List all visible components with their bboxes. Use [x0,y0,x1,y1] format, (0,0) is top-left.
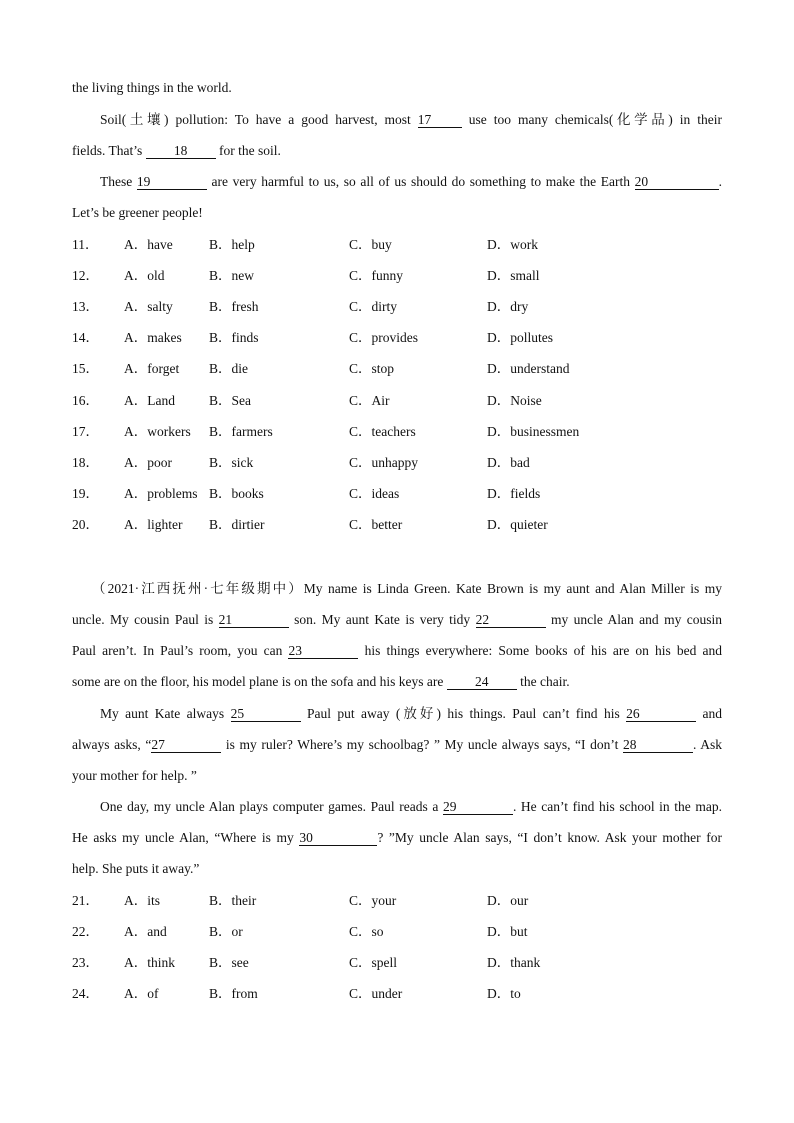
option-c: C．your [349,893,397,908]
blank-27: 27 [151,737,221,753]
blank-29: 29 [443,799,513,815]
question-row: 23． A．think B．see C．spell D．thank [72,955,541,970]
question-row: 19． A．problems B．books C．ideas D．fields [72,486,541,501]
question-row: 16． A．Land B．Sea C．Air D．Noise [72,393,542,408]
option-c: C．teachers [349,424,416,439]
option-d: D．work [487,237,538,252]
option-b: B．new [209,268,254,283]
option-c: C．so [349,924,384,939]
option-d: D．fields [487,486,541,501]
question-row: 12． A．old B．new C．funny D．small [72,268,540,283]
passage2-line: your mother for help. ” [72,768,197,783]
option-d: D．quieter [487,517,548,532]
option-a: A．lighter [124,517,183,532]
question-row: 22． A．and B．or C．so D．but [72,924,528,939]
blank-21: 21 [219,612,289,628]
option-a: A．forget [124,361,180,376]
option-c: C．Air [349,393,390,408]
question-row: 13． A．salty B．fresh C．dirty D．dry [72,299,529,314]
question-row: 18． A．poor B．sick C．unhappy D．bad [72,455,530,470]
blank-19: 19 [137,174,207,190]
blank-28: 28 [623,737,693,753]
option-b: B．dirtier [209,517,265,532]
option-c: C．stop [349,361,395,376]
blank-30: 30 [299,830,377,846]
option-c: C．under [349,986,403,1001]
option-c: C．spell [349,955,398,970]
option-c: C．buy [349,237,392,252]
option-d: D．small [487,268,540,283]
option-d: D．our [487,893,529,908]
option-d: D．dry [487,299,529,314]
option-a: A．salty [124,299,173,314]
option-d: D．but [487,924,528,939]
passage2-heading: （2021·江西抚州·七年级期中）My name is Linda Green. Kate Brown is my aunt and Alan Miller is my [92,581,722,596]
passage1-line: the living things in the world. [72,80,232,95]
option-b: B．farmers [209,424,273,439]
blank-18: 18 [146,143,216,159]
passage2-paragraph: He asks my uncle Alan, “Where is my 30 ? ”My uncle Alan says, “I don’t know. Ask your mother for [72,830,722,845]
option-d: D．pollutes [487,330,553,345]
option-d: D．bad [487,455,530,470]
passage2-paragraph: My aunt Kate always 25 Paul put away (放好) his things. Paul can’t find his 26 and [100,706,722,721]
question-row: 21． A．its B．their C．your D．our [72,893,529,908]
option-a: A．Land [124,393,175,408]
option-a: A．makes [124,330,182,345]
option-c: C．provides [349,330,418,345]
blank-22: 22 [476,612,546,628]
option-b: B．finds [209,330,259,345]
question-row: 24． A．of B．from C．under D．to [72,986,521,1001]
option-b: B．from [209,986,258,1001]
passage1-paragraph: Soil(土壤) pollution: To have a good harvest, most 17 use too many chemicals(化学品) in their [100,112,722,127]
blank-20: 20 [635,174,719,190]
option-c: C．better [349,517,403,532]
option-d: D．to [487,986,521,1001]
passage2-paragraph: always asks, “27 is my ruler? Where’s my schoolbag? ” My uncle always says, “I don’t 28 . Ask [72,737,722,752]
option-c: C．dirty [349,299,398,314]
option-b: B．Sea [209,393,251,408]
question-row: 17． A．workers B．farmers C．teachers D．businessmen [72,424,580,439]
option-d: D．Noise [487,393,542,408]
option-a: A．old [124,268,165,283]
passage2-paragraph: uncle. My cousin Paul is 21 son. My aunt Kate is very tidy 22 my uncle Alan and my cousin [72,612,722,627]
option-a: A．think [124,955,176,970]
passage2-paragraph: One day, my uncle Alan plays computer games. Paul reads a 29 . He can’t find his school in the map. [100,799,723,814]
option-d: D．businessmen [487,424,580,439]
blank-17: 17 [418,112,462,128]
blank-23: 23 [288,643,358,659]
option-b: B．fresh [209,299,259,314]
blank-24: 24 [447,674,517,690]
option-b: B．books [209,486,264,501]
passage1-paragraph: fields. That’s 18 for the soil. [72,143,281,158]
option-b: B．die [209,361,248,376]
option-a: A．its [124,893,161,908]
option-b: B．see [209,955,249,970]
option-b: B．sick [209,455,254,470]
question-row: 11． A．have B．help C．buy D．work [72,237,538,252]
option-b: B．or [209,924,243,939]
passage2-paragraph: Paul aren’t. In Paul’s room, you can 23 his things everywhere: Some books of his are on his bed and [72,643,722,658]
passage1-paragraph: These 19 are very harmful to us, so all of us should do something to make the Earth 20 . [100,174,723,189]
option-a: A．poor [124,455,172,470]
option-d: D．understand [487,361,570,376]
question-row: 15． A．forget B．die C．stop D．understand [72,361,570,376]
option-a: A．have [124,237,173,252]
option-b: B．help [209,237,255,252]
passage2-paragraph: some are on the floor, his model plane is on the sofa and his keys are 24 the chair. [72,674,570,689]
option-a: A．workers [124,424,191,439]
passage1-line: Let’s be greener people! [72,205,203,220]
question-row: 14． A．makes B．finds C．provides D．pollutes [72,330,553,345]
option-c: C．unhappy [349,455,418,470]
blank-26: 26 [626,706,696,722]
option-a: A．and [124,924,167,939]
option-d: D．thank [487,955,541,970]
option-b: B．their [209,893,257,908]
passage2-line: help. She puts it away.” [72,861,200,876]
blank-25: 25 [231,706,301,722]
option-a: A．problems [124,486,198,501]
question-row: 20． A．lighter B．dirtier C．better D．quieter [72,517,548,532]
option-c: C．funny [349,268,403,283]
option-c: C．ideas [349,486,400,501]
option-a: A．of [124,986,159,1001]
